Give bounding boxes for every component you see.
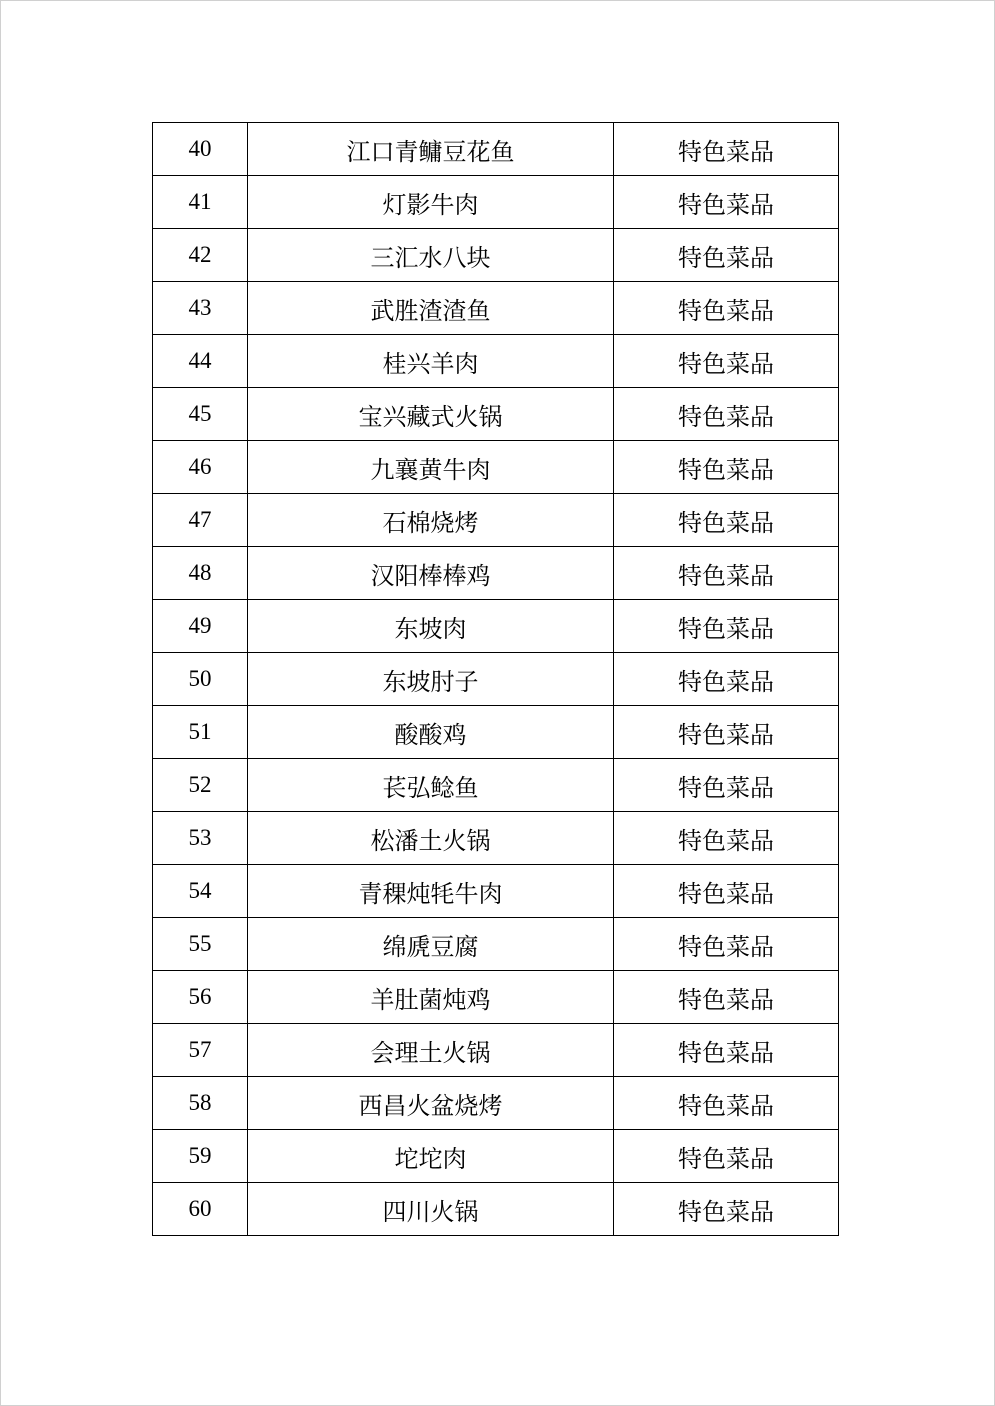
dish-name-cell: 松潘土火锅 (248, 812, 614, 865)
row-number-cell: 52 (153, 759, 248, 812)
row-number-cell: 48 (153, 547, 248, 600)
category-cell: 特色菜品 (614, 812, 839, 865)
row-number-cell: 42 (153, 229, 248, 282)
dish-name-cell: 羊肚菌炖鸡 (248, 971, 614, 1024)
row-number-cell: 45 (153, 388, 248, 441)
dish-name-cell: 东坡肘子 (248, 653, 614, 706)
table-row (153, 600, 839, 653)
dish-name-cell: 酸酸鸡 (248, 706, 614, 759)
row-number-cell: 51 (153, 706, 248, 759)
table-row (153, 123, 839, 176)
row-number-cell: 56 (153, 971, 248, 1024)
table-row (153, 918, 839, 971)
category-cell: 特色菜品 (614, 918, 839, 971)
dish-name-cell: 东坡肉 (248, 600, 614, 653)
category-cell: 特色菜品 (614, 1130, 839, 1183)
table-row (153, 865, 839, 918)
category-cell: 特色菜品 (614, 282, 839, 335)
row-number-cell: 43 (153, 282, 248, 335)
dish-name-cell: 江口青鳙豆花鱼 (248, 123, 614, 176)
row-number-cell: 41 (153, 176, 248, 229)
category-cell: 特色菜品 (614, 1024, 839, 1077)
row-number-cell: 44 (153, 335, 248, 388)
category-cell: 特色菜品 (614, 653, 839, 706)
dish-name-cell: 九襄黄牛肉 (248, 441, 614, 494)
category-cell: 特色菜品 (614, 865, 839, 918)
table-row (153, 388, 839, 441)
table-row (153, 282, 839, 335)
category-cell: 特色菜品 (614, 388, 839, 441)
row-number-cell: 59 (153, 1130, 248, 1183)
dish-name-cell: 四川火锅 (248, 1183, 614, 1236)
category-cell: 特色菜品 (614, 1077, 839, 1130)
table-row (153, 1024, 839, 1077)
table-row (153, 1183, 839, 1236)
table-row (153, 759, 839, 812)
dish-name-cell: 西昌火盆烧烤 (248, 1077, 614, 1130)
table-row (153, 706, 839, 759)
table-row (153, 1130, 839, 1183)
category-cell: 特色菜品 (614, 600, 839, 653)
dish-table-body (153, 123, 839, 1236)
row-number-cell: 49 (153, 600, 248, 653)
row-number-cell: 57 (153, 1024, 248, 1077)
table-row (153, 441, 839, 494)
row-number-cell: 54 (153, 865, 248, 918)
category-cell: 特色菜品 (614, 706, 839, 759)
row-number-cell: 58 (153, 1077, 248, 1130)
category-cell: 特色菜品 (614, 123, 839, 176)
category-cell: 特色菜品 (614, 441, 839, 494)
dish-name-cell: 三汇水八块 (248, 229, 614, 282)
category-cell: 特色菜品 (614, 335, 839, 388)
row-number-cell: 60 (153, 1183, 248, 1236)
table-row (153, 971, 839, 1024)
dish-name-cell: 宝兴藏式火锅 (248, 388, 614, 441)
table-row (153, 229, 839, 282)
row-number-cell: 50 (153, 653, 248, 706)
category-cell: 特色菜品 (614, 547, 839, 600)
table-row (153, 653, 839, 706)
table-row (153, 812, 839, 865)
category-cell: 特色菜品 (614, 759, 839, 812)
table-row (153, 335, 839, 388)
table-row (153, 1077, 839, 1130)
row-number-cell: 46 (153, 441, 248, 494)
table-row (153, 494, 839, 547)
category-cell: 特色菜品 (614, 1183, 839, 1236)
table-row (153, 176, 839, 229)
dish-name-cell: 坨坨肉 (248, 1130, 614, 1183)
dish-name-cell: 汉阳棒棒鸡 (248, 547, 614, 600)
dish-name-cell: 武胜渣渣鱼 (248, 282, 614, 335)
dish-table (152, 122, 839, 1236)
dish-name-cell: 石棉烧烤 (248, 494, 614, 547)
table-row (153, 547, 839, 600)
category-cell: 特色菜品 (614, 494, 839, 547)
dish-name-cell: 绵虒豆腐 (248, 918, 614, 971)
category-cell: 特色菜品 (614, 229, 839, 282)
category-cell: 特色菜品 (614, 176, 839, 229)
dish-name-cell: 桂兴羊肉 (248, 335, 614, 388)
row-number-cell: 55 (153, 918, 248, 971)
row-number-cell: 53 (153, 812, 248, 865)
category-cell: 特色菜品 (614, 971, 839, 1024)
dish-name-cell: 会理土火锅 (248, 1024, 614, 1077)
row-number-cell: 47 (153, 494, 248, 547)
row-number-cell: 40 (153, 123, 248, 176)
dish-name-cell: 青稞炖牦牛肉 (248, 865, 614, 918)
dish-name-cell: 灯影牛肉 (248, 176, 614, 229)
dish-name-cell: 苌弘鲶鱼 (248, 759, 614, 812)
